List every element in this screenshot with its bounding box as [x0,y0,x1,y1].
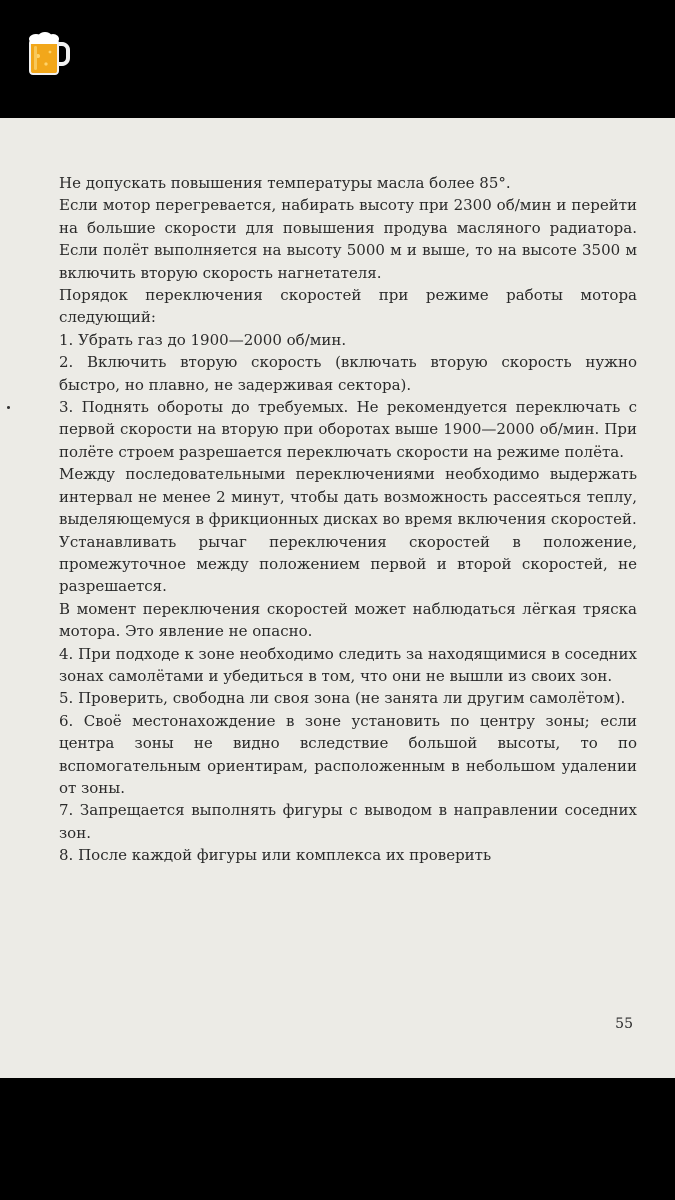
paragraph: Не допускать повышения температуры масла более 85°. [59,174,511,192]
print-speck [7,406,10,409]
paragraph: 5. Проверить, свободна ли своя зона (не занята ли другим самолётом). [59,689,626,708]
book-page[interactable] [0,118,675,1078]
paragraph: Устанавливать рычаг переключения скоростей в положение, промежуточное между положением первой и второй скоростей, не разрешается. [59,532,637,596]
paragraph: Между последовательными переключениями необходимо выдержать интервал не менее 2 минут, чтобы дать возможность рассеяться теплу, выделяющемуся в фрикционных дисках во время включения скоростей. [59,465,637,529]
page-number: 55 [615,1016,633,1032]
paragraph: 1. Убрать газ до 1900—2000 об/мин. [59,330,347,349]
paragraph: В момент переключения скоростей может наблюдаться лёгкая тряска мотора. Это явление не опасно. [59,599,637,641]
paragraph: 7. Запрещается выполнять фигуры с выводом в направлении соседних зон. [59,801,637,842]
beer-mug-icon[interactable] [24,30,72,78]
paragraph: Если мотор перегревается, набирать высоту при 2300 об/мин и перейти на большие скорости для повышения продува масляного радиатора. Если полёт выполняется на высоту 5000 м и выше, то на высоте 3500 м включить вторую скорость нагнетателя. [59,196,637,282]
page-text [59,172,637,867]
paragraph: 6. Своё местонахождение в зоне установить по центру зоны; если центра зоны не видно вследствие большой высоты, то по вспомогательным ориентирам, расположенным в небольшом удалении от зоны. [59,711,637,797]
paragraph: Порядок переключения скоростей при режиме работы мотора следующий: [59,286,637,327]
paragraph: 2. Включить вторую скорость (включать вторую скорость нужно быстро, но плавно, не задерживая сектора). [59,353,637,394]
paragraph: 8. После каждой фигуры или комплекса их проверить [59,846,492,865]
paragraph: 4. При подходе к зоне необходимо следить за находящимися в соседних зонах самолётами и убедиться в том, что они не вышли из своих зон. [59,644,637,685]
paragraph: 3. Поднять обороты до требуемых. Не рекомендуется переключать с первой скорости на вторую при оборотах выше 1900—2000 об/мин. При полёте строем разрешается переключать скорости на режиме полёта. [59,398,637,461]
